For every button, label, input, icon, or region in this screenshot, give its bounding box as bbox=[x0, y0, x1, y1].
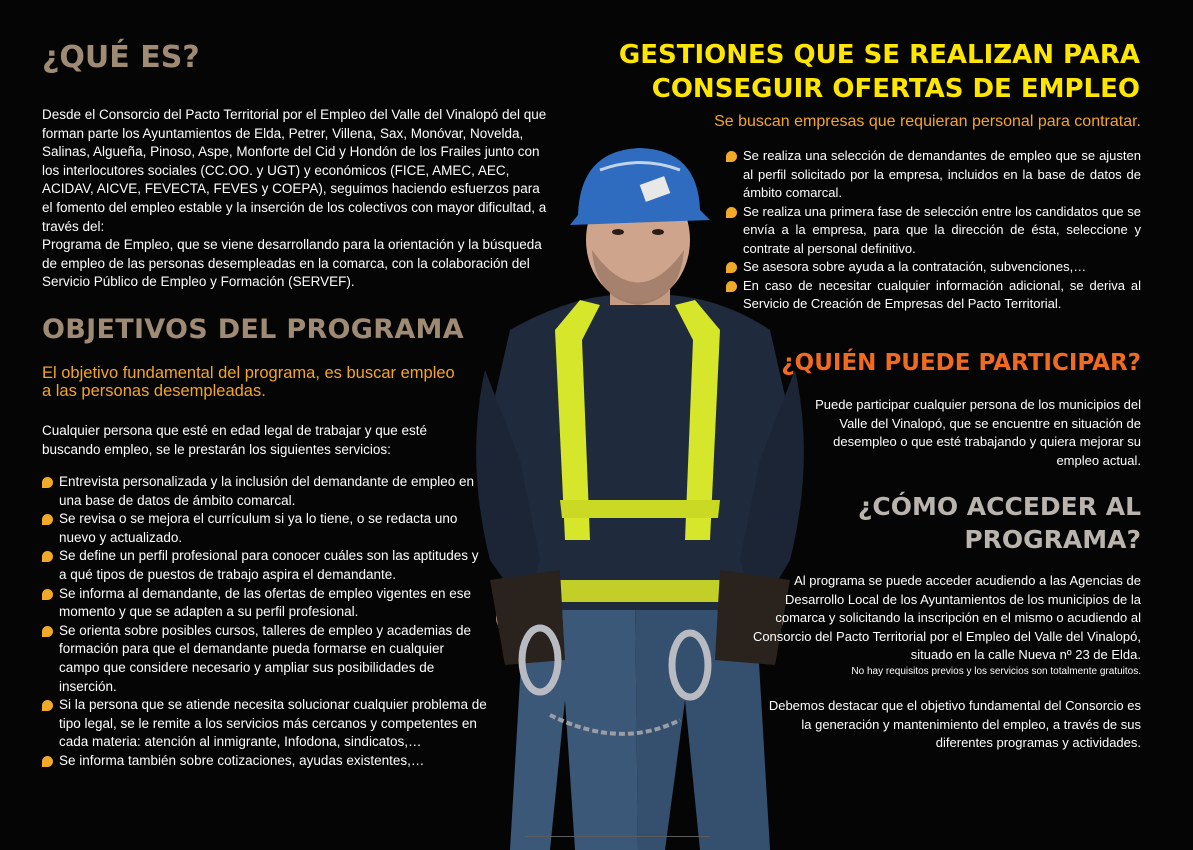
como-title-line-2: PROGRAMA? bbox=[964, 525, 1141, 554]
gestiones-list bbox=[726, 147, 1141, 314]
objetivos-intro: Cualquier persona que esté en edad legal de trabajar y que esté buscando empleo, se le prestarán los siguientes servicios: bbox=[42, 423, 428, 457]
que-es-paragraph-2: Programa de Empleo, que se viene desarrollando para la orientación y la búsqueda de empleo de las personas desempleadas en la comarca, con la colaboración del Servicio Público de Empleo y Formación (SERVEF). bbox=[42, 237, 542, 290]
bullet-icon bbox=[726, 262, 737, 273]
como-paragraph: Al programa se puede acceder acudiendo a las Agencias de Desarrollo Local de los Ayuntamientos de los municipios de la comarca y solicitando la inscripción en el mismo o acudiendo al Consorcio del Pacto Territorial por el Empleo del Valle del Vinalopó, situado en la calle Nueva nº 23 de Elda. bbox=[752, 573, 1141, 663]
list-item: Se realiza una selección de demandantes de empleo que se ajusten al perfil solicitado por la empresa, incluidos en la base de datos de ámbito comarcal. bbox=[726, 147, 1141, 203]
bullet-icon bbox=[42, 551, 53, 562]
list-item: Entrevista personalizada y la inclusión del demandante de empleo en una base de datos de ámbito comarcal. bbox=[42, 473, 487, 510]
como-title bbox=[760, 490, 1141, 556]
bullet-icon bbox=[726, 281, 737, 292]
bullet-icon bbox=[726, 151, 737, 162]
quien-title: ¿QUIÉN PUEDE PARTICIPAR? bbox=[781, 350, 1141, 376]
bullet-icon bbox=[726, 207, 737, 218]
bullet-icon bbox=[42, 477, 53, 488]
closing-text: Debemos destacar que el objetivo fundamental del Consorcio es la generación y mantenimiento del empleo, a través de sus diferentes programas y actividades. bbox=[768, 698, 1141, 751]
como-body bbox=[745, 572, 1141, 679]
gestiones-title-line-1: GESTIONES QUE SE REALIZAN PARA bbox=[618, 40, 1140, 70]
divider-line bbox=[525, 836, 710, 837]
list-item: Se informa al demandante, de las ofertas de empleo vigentes en ese momento y que se adapten a su perfil profesional. bbox=[42, 585, 487, 622]
como-title-line-1: ¿CÓMO ACCEDER AL bbox=[857, 492, 1141, 521]
bullet-icon bbox=[42, 700, 53, 711]
list-item: Se asesora sobre ayuda a la contratación, subvenciones,… bbox=[726, 258, 1141, 277]
que-es-paragraph-1: Desde el Consorcio del Pacto Territorial por el Empleo del Valle del Vinalopó del que forman parte los Ayuntamientos de Elda, Petrer, Villena, Sax, Monóvar, Novelda, Salinas, Algueña, Pinoso, Aspe, Monforte del Cid y Hondón de los Frailes junto con los interlocutores sociales (CC.OO. y UGT) y económicos (FICE, AMEC, AEC, ACIDAV, AICVE, FEVECTA, FEVES y COEPA), seguimos haciendo esfuerzos para el fomento del empleo estable y la inserción de los colectivos con mayor dificultad, a través del: bbox=[42, 107, 547, 234]
quien-body: Puede participar cualquier persona de los municipios del Valle del Vinalopó, que se encuentre en situación de desempleo o que esté trabajando y quiera mejorar su empleo actual. bbox=[815, 397, 1141, 468]
list-item: Si la persona que se atiende necesita solucionar cualquier problema de tipo legal, se le remite a los servicios más cercanos y competentes en cada materia: atención al inmigrante, Infodona, sindicatos,… bbox=[42, 696, 487, 752]
como-note: No hay requisitos previos y los servicios son totalmente gratuitos. bbox=[851, 665, 1141, 677]
bullet-icon bbox=[42, 756, 53, 767]
list-item: Se orienta sobre posibles cursos, talleres de empleo y academias de formación para que el demandante pueda formarse en cualquier campo que considere necesario y ampliar sus posibilidades de inserción. bbox=[42, 622, 487, 696]
gestiones-subtitle: Se buscan empresas que requieran personal para contratar. bbox=[714, 113, 1141, 130]
list-item: Se informa también sobre cotizaciones, ayudas existentes,… bbox=[42, 752, 487, 771]
bullet-icon bbox=[42, 626, 53, 637]
objetivos-list bbox=[42, 473, 487, 771]
list-item: Se realiza una primera fase de selección entre los candidatos que se envía a la empresa, para que la dirección de ésta, seleccione y contrate al personal definitivo. bbox=[726, 203, 1141, 259]
gestiones-title-line-2: CONSEGUIR OFERTAS DE EMPLEO bbox=[651, 74, 1140, 104]
objetivos-subtitle: El objetivo fundamental del programa, es buscar empleo a las personas desempleadas. bbox=[42, 364, 455, 400]
objetivos-title: OBJETIVOS DEL PROGRAMA bbox=[42, 314, 464, 345]
gestiones-title bbox=[600, 38, 1140, 106]
list-item: En caso de necesitar cualquier información adicional, se deriva al Servicio de Creación de Empresas del Pacto Territorial. bbox=[726, 277, 1141, 314]
bullet-icon bbox=[42, 514, 53, 525]
bullet-icon bbox=[42, 589, 53, 600]
list-item: Se revisa o se mejora el currículum si ya lo tiene, o se redacta uno nuevo y actualizado. bbox=[42, 510, 487, 547]
list-item: Se define un perfil profesional para conocer cuáles son las aptitudes y a qué tipos de puestos de trabajo aspira el demandante. bbox=[42, 547, 487, 584]
que-es-title: ¿QUÉ ES? bbox=[42, 40, 200, 75]
